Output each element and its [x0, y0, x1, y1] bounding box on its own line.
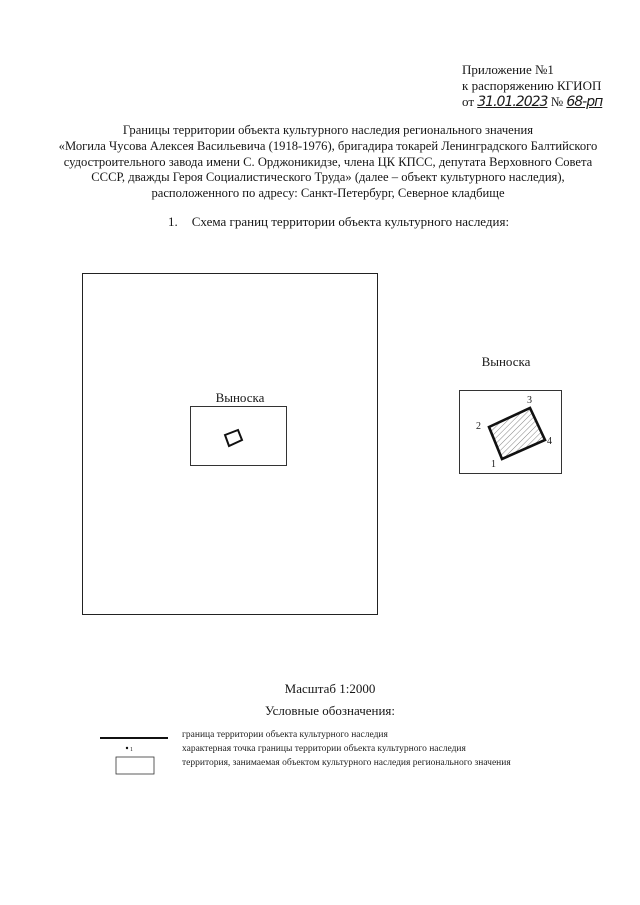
- callout-point-2: 2: [476, 421, 481, 432]
- scheme-inset-label: Выноска: [215, 390, 265, 405]
- order-reference: к распоряжению КГИОП: [462, 78, 602, 93]
- section-text: Схема границ территории объекта культурного наследия:: [191, 214, 510, 229]
- order-number: 68-рп: [566, 94, 603, 110]
- legend-title: Условные обозначения:: [264, 703, 396, 718]
- legend-item-territory: территория, занимаемая объектом культурного наследия регионального значения: [182, 758, 511, 768]
- callout-point-1: 1: [491, 459, 496, 470]
- document-title: [0, 123, 640, 202]
- legend-item-point: характерная точка границы территории объекта культурного наследия: [182, 744, 466, 754]
- callout-label: Выноска: [481, 354, 531, 369]
- number-prefix: №: [550, 94, 564, 109]
- title-line: судостроительного завода имени С. Орджоникидзе, члена ЦК КПСС, депутата Верховного Совета: [63, 154, 593, 169]
- callout-point-4: 4: [547, 436, 552, 447]
- legend-territory-rect-symbol: [116, 757, 154, 774]
- title-line: Границы территории объекта культурного наследия регионального значения: [122, 123, 534, 137]
- appendix-header: [462, 62, 602, 110]
- date-prefix: от: [462, 94, 475, 109]
- legend-item-boundary: граница территории объекта культурного наследия: [182, 730, 388, 740]
- appendix-number: Приложение №1: [462, 62, 554, 77]
- title-line: расположенного по адресу: Санкт-Петербург, Северное кладбище: [151, 186, 505, 201]
- scheme-inset-frame: [190, 406, 287, 466]
- callout-frame: [459, 390, 562, 474]
- title-line: «Могила Чусова Алексея Васильевича (1918-1976), бригадира токарей Ленинградского Балтийского: [58, 138, 598, 153]
- legend-point-marker-label: 1: [130, 747, 133, 753]
- order-date-line: [462, 94, 602, 110]
- section-number: 1.: [168, 214, 178, 229]
- order-date: 31.01.2023: [477, 94, 548, 110]
- title-line: СССР, дважды Героя Социалистического Труда» (далее – объект культурного наследия),: [91, 170, 565, 185]
- scale-label: Масштаб 1:2000: [284, 681, 376, 696]
- section-heading: [168, 214, 509, 230]
- callout-point-3: 3: [527, 395, 532, 406]
- legend-point-dot-symbol: [126, 747, 128, 749]
